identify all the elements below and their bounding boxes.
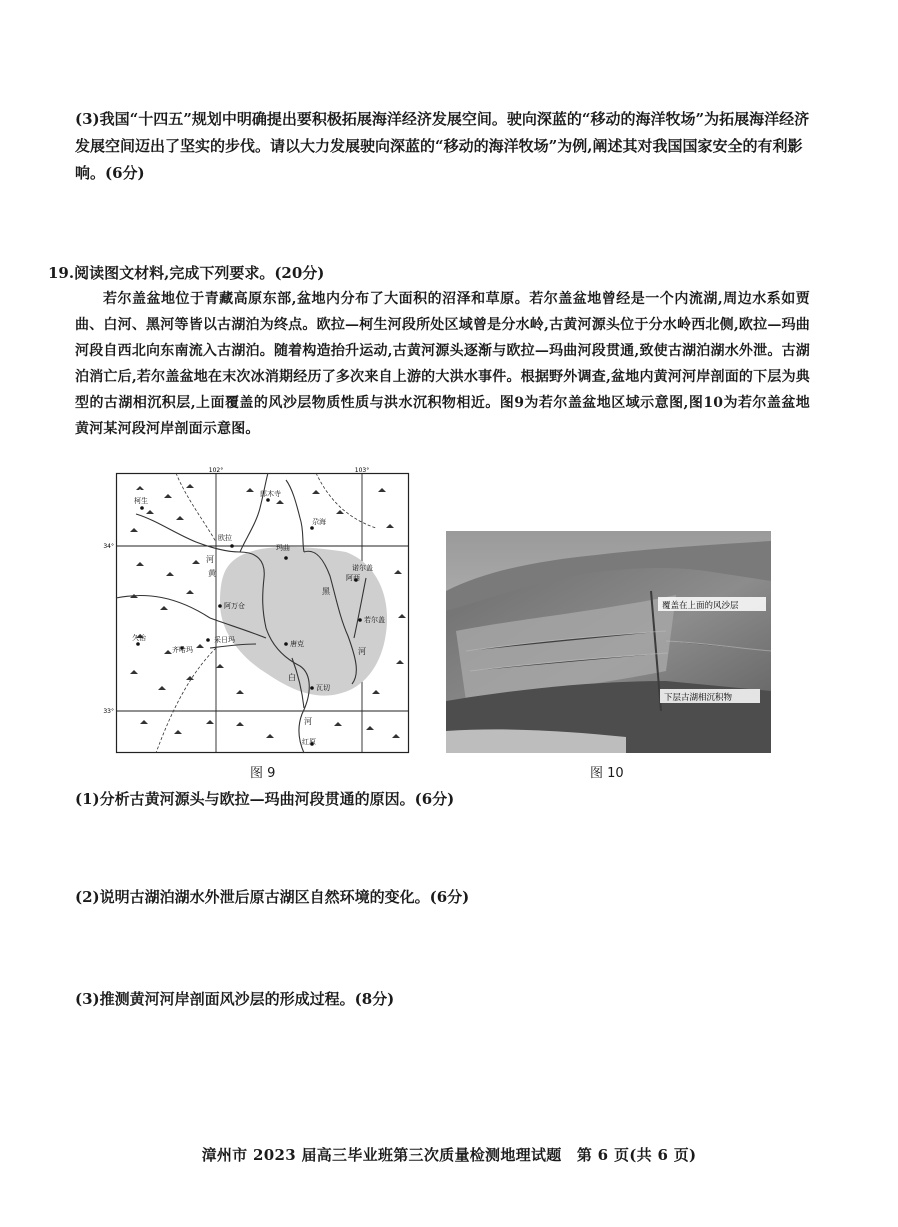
question-18-3: (3)我国“十四五”规划中明确提出要积极拓展海洋经济发展空间。驶向深蓝的“移动的海洋牧场”为拓展海洋经济发展空间迈出了坚实的步伐。请以大力发展驶向深蓝的“移动的海洋牧场”为例,阐述其对我国国家安全的有利影响。(6分) <box>75 110 810 182</box>
page-footer: 漳州市 2023 届高三毕业班第三次质量检测地理试题 第 6 页(共 6 页) <box>201 1146 697 1164</box>
figure-10-photo <box>446 531 771 753</box>
svg-text:白: 白 <box>288 673 296 682</box>
place-oula: 欧拉 <box>218 534 232 542</box>
place-waqie: 瓦切 <box>316 684 330 692</box>
figure-9-caption: 图 9 <box>250 766 276 781</box>
place-langmusi: 郎木寺 <box>260 490 281 498</box>
lat-label-33: 33° <box>103 708 114 715</box>
place-ruoergai: 若尔盖 <box>364 616 385 624</box>
place-cairima: 采日玛 <box>214 636 235 644</box>
question-19-material: 若尔盖盆地位于青藏高原东部,盆地内分布了大面积的沼泽和草原。若尔盖盆地曾经是一个内流湖,周边水系如贾曲、白河、黑河等皆以古湖泊为终点。欧拉—柯生河段所处区域曾是分水岭,古黄河源头位于分水岭西北侧,欧拉—玛曲河段自西北向东南流入古湖泊。随着构造抬升运动,古黄河源头逐渐与欧拉—玛曲河段贯通,致使古湖泊湖水外泄。古湖泊消亡后,若尔盖盆地在末次冰消期经历了多次来自上游的大洪水事件。根据野外调查,盆地内黄河河岸剖面的下层为典型的古湖相沉积层,上面覆盖的风沙层物质性质与洪水沉积物相近。图9为若尔盖盆地区域示意图,图10为若尔盖盆地黄河某河段河岸剖面示意图。 <box>75 291 810 437</box>
place-kesheng: 柯生 <box>134 497 148 505</box>
label-wind-sand-layer: 覆盖在上面的风沙层 <box>662 601 739 611</box>
question-19-2: (2)说明古湖泊湖水外泄后原古湖区自然环境的变化。(6分) <box>75 888 470 906</box>
place-hongyuan: 红原 <box>302 738 316 746</box>
svg-text:河: 河 <box>206 555 214 564</box>
svg-text:河: 河 <box>304 717 312 726</box>
lat-label-34: 34° <box>103 543 114 550</box>
place-awancang: 阿万仓 <box>224 602 245 610</box>
svg-text:河: 河 <box>358 647 366 656</box>
lon-label-102: 102° <box>208 467 224 474</box>
figure-9-map <box>103 467 410 754</box>
place-maqu: 玛曲 <box>276 544 290 552</box>
place-qihama: 齐哈玛 <box>172 646 193 654</box>
svg-text:黑: 黑 <box>322 587 330 596</box>
question-19-1: (1)分析古黄河源头与欧拉—玛曲河段贯通的原因。(6分) <box>75 790 455 808</box>
figure-10-caption: 图 10 <box>590 766 624 781</box>
place-gahai: 尕海 <box>312 518 326 526</box>
place-jiuzhi: 久治 <box>132 634 146 642</box>
question-19-3: (3)推测黄河河岸剖面风沙层的形成过程。(8分) <box>75 990 395 1008</box>
place-nuoergai: 诺尔盖 <box>352 564 373 572</box>
question-19-heading: 19.阅读图文材料,完成下列要求。(20分) <box>48 264 325 282</box>
svg-text:黄: 黄 <box>208 569 216 578</box>
lon-label-103: 103° <box>354 467 370 474</box>
place-tangke: 唐克 <box>290 640 304 648</box>
place-axi: 阿西 <box>346 574 360 582</box>
label-lake-sediment: 下层古湖相沉积物 <box>664 693 733 703</box>
